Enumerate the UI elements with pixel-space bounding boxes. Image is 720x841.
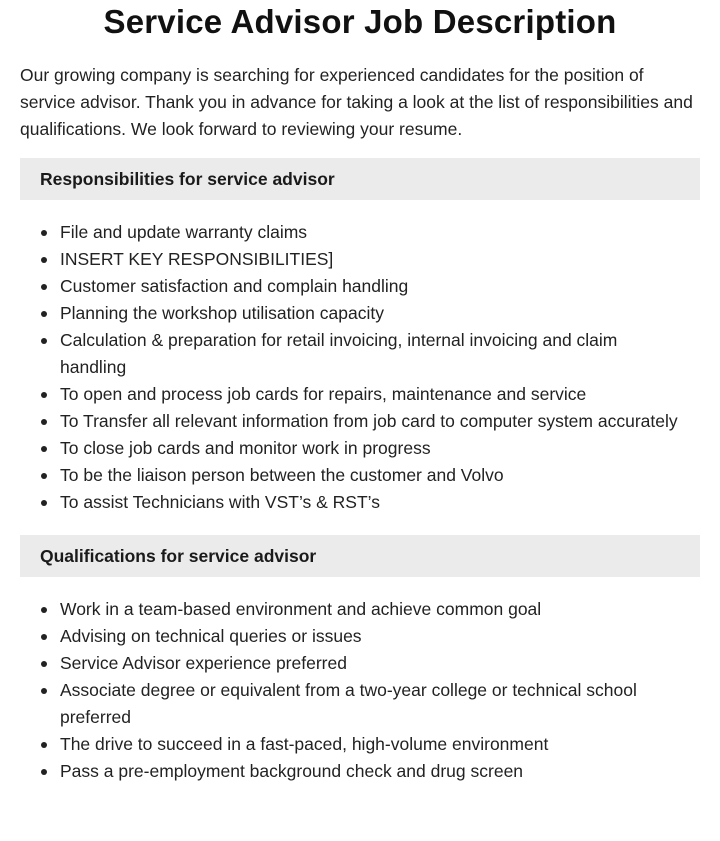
list-item [20,462,700,489]
page-title: Service Advisor Job Description [103,3,617,40]
list-item-text: To close job cards and monitor work in progress [60,438,431,458]
list-item-text: Planning the workshop utilisation capacity [60,303,384,323]
list-item [20,408,700,435]
list-item [20,731,700,758]
bullet-icon [41,769,47,775]
bullet-icon [41,688,47,694]
list-item-text: Pass a pre-employment background check and drug screen [60,761,524,781]
list-item-text: Associate degree or equivalent from a two-year college or technical school preferred [60,680,637,727]
bullet-icon [41,473,47,479]
list-item-text: File and update warranty claims [60,222,308,242]
bullet-icon [41,634,47,640]
list-item [20,327,700,381]
bullet-icon [41,661,47,667]
list-item [20,219,700,246]
bullet-icon [41,338,47,344]
bullet-icon [41,311,47,317]
bullet-icon [41,500,47,506]
list-item [20,650,700,677]
list-item-text: Advising on technical queries or issues [60,626,362,646]
list-item-text: To open and process job cards for repairs, maintenance and service [60,384,587,404]
list-item [20,381,700,408]
list-item-text: Calculation & preparation for retail invoicing, internal invoicing and claim handling [60,330,618,377]
qualifications-heading: Qualifications for service advisor [20,535,700,577]
bullet-icon [41,446,47,452]
list-item [20,758,700,785]
list-item [20,596,700,623]
list-item-text: Service Advisor experience preferred [60,653,347,673]
list-item [20,489,700,516]
responsibilities-list [20,219,700,516]
list-item [20,246,700,273]
bullet-icon [41,392,47,398]
list-item [20,273,700,300]
list-item-text: The drive to succeed in a fast-paced, high-volume environment [60,734,549,754]
qualifications-list [20,596,700,785]
list-item-text: To be the liaison person between the customer and Volvo [60,465,504,485]
list-item-text: Customer satisfaction and complain handling [60,276,409,296]
bullet-icon [41,230,47,236]
list-item-text: To Transfer all relevant information from job card to computer system accurately [60,411,678,431]
list-item [20,677,700,731]
list-item-text: Work in a team-based environment and achieve common goal [60,599,542,619]
list-item [20,300,700,327]
responsibilities-heading: Responsibilities for service advisor [20,158,700,200]
bullet-icon [41,284,47,290]
bullet-icon [41,419,47,425]
intro-paragraph: Our growing company is searching for experienced candidates for the position of service advisor. Thank you in advance for taking a look at the list of responsibilities and qualifications. We look forward to reviewing your resume. [20,65,693,139]
list-item-text: To assist Technicians with VST’s & RST’s [60,492,380,512]
list-item [20,435,700,462]
bullet-icon [41,742,47,748]
bullet-icon [41,257,47,263]
list-item [20,623,700,650]
list-item-text: INSERT KEY RESPONSIBILITIES] [60,249,334,269]
bullet-icon [41,607,47,613]
